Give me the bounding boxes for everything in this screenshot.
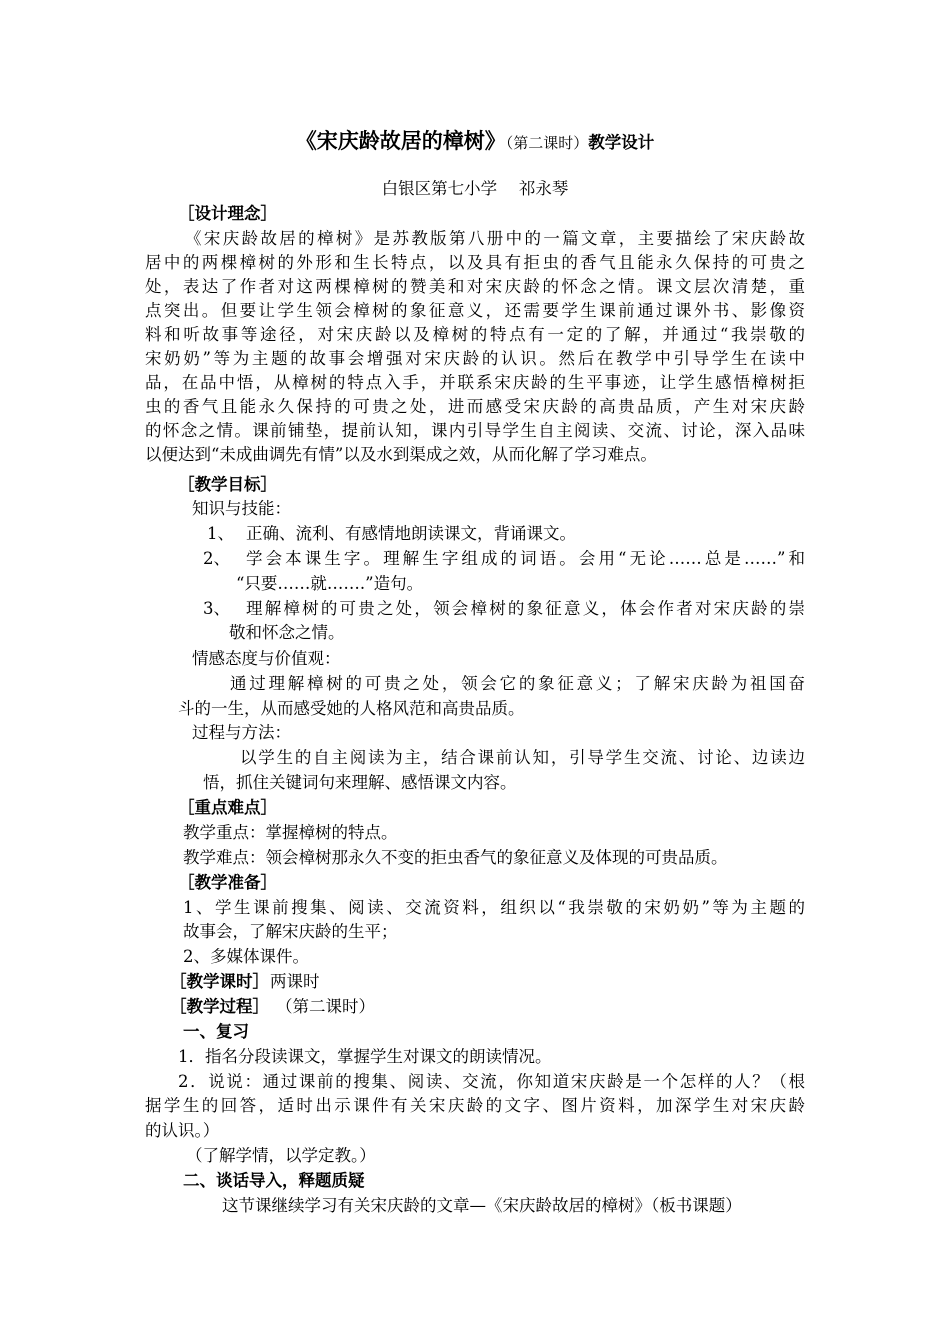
goal-2-number: 2、 <box>203 549 230 568</box>
difficult-point: 教学难点：领会樟树那永久不变的拒虫香气的象征意义及体现的可贵品质。 <box>183 848 728 867</box>
document-title <box>0 127 950 157</box>
concept-line-8: 虫的香气且能永久保持的可贵之处，进而感受宋庆龄的高贵品质，产生对宋庆龄 <box>145 397 805 416</box>
hours-value: 两课时 <box>270 972 320 991</box>
concept-line-10: 以便达到“未成曲调先有情”以及水到渠成之效，从而化解了学习难点。 <box>145 445 657 464</box>
review-1: 1．指名分段读课文，掌握学生对课文的朗读情况。 <box>178 1047 552 1066</box>
title-lesson-note: （第二课时） <box>505 134 589 152</box>
review-2-line-2: 据学生的回答，适时出示课件有关宋庆龄的文字、图片资料，加深学生对宋庆龄 <box>145 1096 805 1115</box>
concept-line-4: 点突出。但要让学生领会樟树的象征意义，还需要学生课前通过课外书、影像资 <box>145 301 805 320</box>
process-line-1: 以学生的自主阅读为主，结合课前认知，引导学生交流、讨论、边读边 <box>240 748 805 767</box>
emotion-label: 情感态度与价值观： <box>192 649 341 668</box>
title-main: 《宋庆龄故居的樟树》 <box>295 128 506 153</box>
concept-line-6: 宋奶奶”等为主题的故事会增强对宋庆龄的认识。然后在教学中引导学生在读中 <box>145 349 805 368</box>
review-2-line-3: 的认识。） <box>145 1121 220 1140</box>
concept-line-9: 的怀念之情。课前铺垫，提前认知，课内引导学生自主阅读、交流、讨论，深入品味 <box>145 421 805 440</box>
process-line-2: 悟，抓住关键词句来理解、感悟课文内容。 <box>203 773 517 792</box>
goal-1-text: 正确、流利、有感情地朗读课文，背诵课文。 <box>246 524 576 543</box>
concept-line-1: 《宋庆龄故居的樟树》是苏教版第八册中的一篇文章，主要描绘了宋庆龄故 <box>185 229 805 248</box>
title-suffix: 教学设计 <box>588 133 655 152</box>
prep-1-line-1: 1、学生课前搜集、阅读、交流资料，组织以“我崇敬的宋奶奶”等为主题的 <box>183 898 805 917</box>
emotion-line-1: 通过理解樟树的可贵之处，领会它的象征意义；了解宋庆龄为祖国奋 <box>230 674 805 693</box>
concept-line-3: 处，表达了作者对这两棵樟树的赞美和对宋庆龄的怀念之情。课文层次清楚，重 <box>145 277 805 296</box>
process2-value: （第二课时） <box>276 997 375 1016</box>
goals-heading: ［教学目标］ <box>178 475 277 494</box>
key-heading: ［重点难点］ <box>178 798 277 817</box>
prep-heading: ［教学准备］ <box>178 873 277 892</box>
goal-3-line-1: 理解樟树的可贵之处，领会樟树的象征意义，体会作者对宋庆龄的崇 <box>246 599 805 618</box>
hours-heading: ［教学课时］ <box>170 972 269 991</box>
process2-heading: ［教学过程］ <box>170 997 269 1016</box>
goal-3-line-2: 敬和怀念之情。 <box>229 623 345 642</box>
prep-2: 2、多媒体课件。 <box>183 947 309 966</box>
intro-heading: 二、谈话导入，释题质疑 <box>183 1171 365 1190</box>
process-label: 过程与方法： <box>192 723 291 742</box>
knowledge-label: 知识与技能： <box>192 499 291 518</box>
concept-line-2: 居中的两棵樟树的外形和生长特点，以及具有拒虫的香气且能永久保持的可贵之 <box>145 253 805 272</box>
intro-line: 这节课继续学习有关宋庆龄的文章—《宋庆龄故居的樟树》（板书课题） <box>222 1196 742 1215</box>
review-2-line-1: 2．说说：通过课前的搜集、阅读、交流，你知道宋庆龄是一个怎样的人？（根 <box>178 1072 805 1091</box>
key-point: 教学重点：掌握樟树的特点。 <box>183 823 398 842</box>
review-note: （了解学情，以学定教。） <box>186 1146 376 1165</box>
prep-1-line-2: 故事会，了解宋庆龄的生平； <box>183 922 398 941</box>
goal-2-line-1: 学会本课生字。理解生字组成的词语。会用“无论……总是……”和 <box>246 549 805 568</box>
concept-heading: ［设计理念］ <box>178 204 277 223</box>
emotion-line-2: 斗的一生，从而感受她的人格风范和高贵品质。 <box>178 699 525 718</box>
concept-line-7: 品，在品中悟，从樟树的特点入手，并联系宋庆龄的生平事迹，让学生感悟樟树拒 <box>145 373 805 392</box>
goal-1-number: 1、 <box>207 524 234 543</box>
author-line: 白银区第七小学 祁永琴 <box>381 179 569 198</box>
goal-2-line-2: “只要……就…….”造句。 <box>236 574 424 593</box>
concept-line-5: 料和听故事等途径，对宋庆龄以及樟树的特点有一定的了解，并通过“我崇敬的 <box>145 325 805 344</box>
goal-3-number: 3、 <box>203 599 230 618</box>
review-heading: 一、复习 <box>183 1022 249 1041</box>
